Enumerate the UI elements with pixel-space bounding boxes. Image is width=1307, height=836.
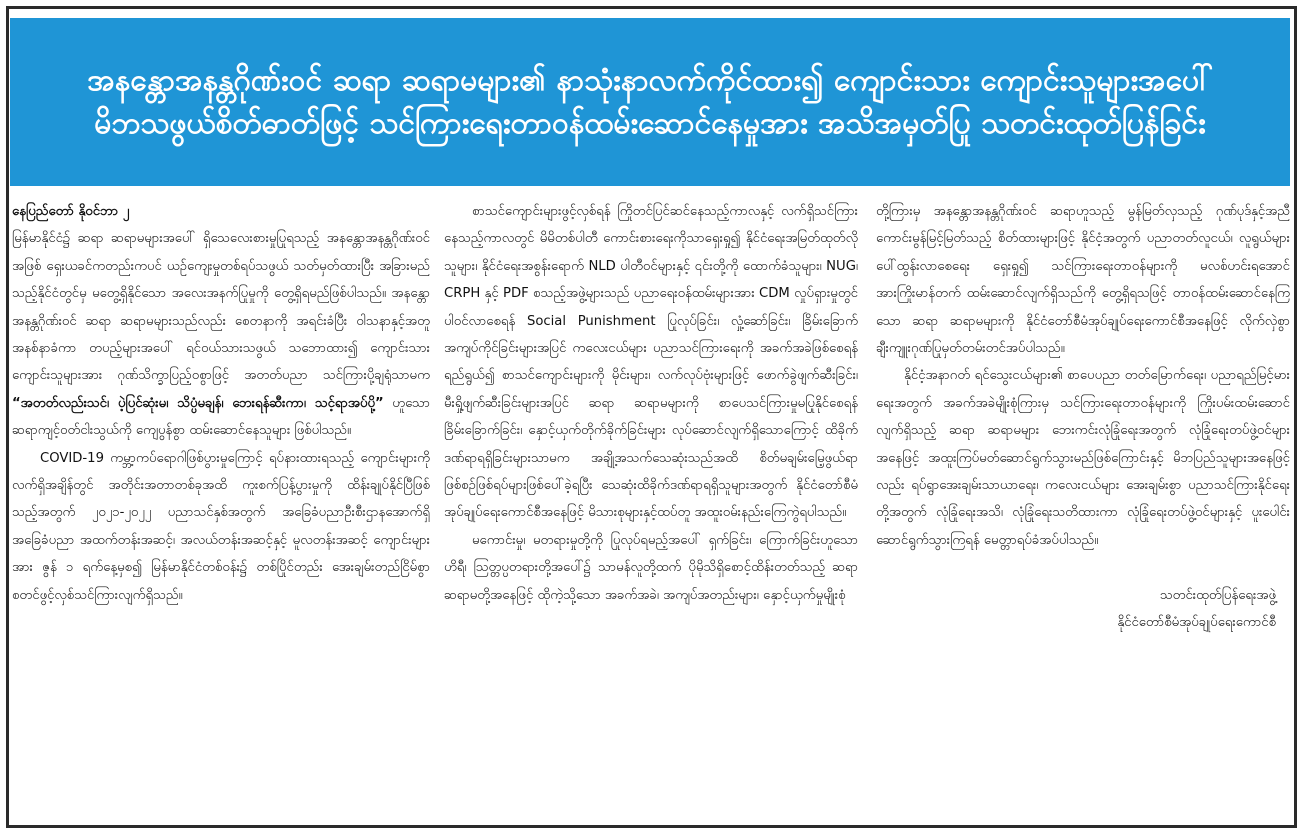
- dateline: နေပြည်တော် နိုဝင်ဘာ ၂: [12, 204, 130, 219]
- col1-paragraph-1-tail: ဟူသော ဆရာကျင့်ဝတ်ငါးသွယ်ကို ကျေပွန်စွာ ထမ်းဆောင်နေသူများ ဖြစ်ပါသည်။: [12, 395, 430, 439]
- col2-paragraph-1: စာသင်ကျောင်းများဖွင့်လှစ်ရန် ကြိုတင်ပြင်ဆင်နေသည့်ကာလနှင့် လက်ရှိသင်ကြားနေသည့်ကာလတွင် မိမိတစ်ပါတီ ကောင်းစားရေးကိုသာရှေးရှု၍ နိုင်ငံရေးအမြတ်ထုတ်လိုသူများ၊ နိုင်ငံရေးအစွန်းရောက် NLD ပါတီဝင်များနှင့် ၎င်းတို့ကို ထောက်ခံသူများ၊ NUG၊ CRPH နှင့် PDF စသည့်အဖွဲ့များသည် ပညာရေးဝန်ထမ်းများအား CDM လှုပ်ရှားမှုတွင် ပါဝင်လာစေရန် Social Punishment ပြုလုပ်ခြင်း၊ လှုံ့ဆော်ခြင်း၊ ခြိမ်းခြောက်အကျပ်ကိုင်ခြင်းများအပြင် ကလေးငယ်များ ပညာသင်ကြားရေးကို အခက်အခဲဖြစ်စေရန် ရည်ရွယ်၍ စာသင်ကျောင်းများကို မိုင်းများ၊ လက်လုပ်ဗုံးများဖြင့် ဖောက်ခွဲဖျက်ဆီးခြင်း၊ မီးရှို့ဖျက်ဆီးခြင်းများအပြင် ဆရာ ဆရာမများကို စာပေသင်ကြားမှုမပြုနိုင်စေရန် ခြိမ်းခြောက်ခြင်း၊ နှောင့်ယှက်တိုက်ခိုက်ခြင်းများ လုပ်ဆောင်လျက်ရှိသောကြောင့် ထိခိုက်ဒဏ်ရာရရှိခြင်းများသာမက အချို့အသက်သေဆုံးသည်အထိ စိတ်မချမ်းမြေ့ဖွယ်ရာ ဖြစ်စဉ်ဖြစ်ရပ်များဖြစ်ပေါ်ခဲ့ရပြီး သေဆုံးထိခိုက်ဒဏ်ရာရရှိသူများအတွက် နိုင်ငံတော်စီမံအုပ်ချုပ်ရေးကောင်စီအနေဖြင့် မိသားစုများနှင့်ထပ်တူ အထူးဝမ်းနည်းကြေကွဲရပါသည်။: [444, 204, 858, 521]
- col1-paragraph-2: COVID-19 ကမ္ဘာ့ကပ်ရောဂါဖြစ်ပွားမှုကြောင့် ရပ်နားထားရသည့် ကျောင်းများကို လက်ရှိအချိန်တွင် အတိုင်းအတာတစ်ခုအထိ ကူးစက်ပြန့်ပွားမှုကို ထိန်းချုပ်နိုင်ပြီဖြစ်သည့်အတွက် ၂၀၂၁-၂၀၂၂ ပညာသင်နှစ်အတွက် အခြေခံပညာဦးစီးဌာနအောက်ရှိ အခြေခံပညာ အထက်တန်းအဆင့်၊ အလယ်တန်းအဆင့်နှင့် မူလတန်းအဆင့် ကျောင်းများအား ဇွန် ၁ ရက်နေ့မှစ၍ မြန်မာနိုင်ငံတစ်ဝန်း၌ တစ်ပြိုင်တည်း အေးချမ်းတည်ငြိမ်စွာ စတင်ဖွင့်လှစ်သင်ကြားလျက်ရှိသည်။: [12, 450, 430, 603]
- col3-paragraph-2: နိုင်ငံ့အနာဂတ် ရင်သွေးငယ်များ၏ စာပေပညာ တတ်မြောက်ရေး၊ ပညာရည်မြင့်မားရေးအတွက် အခက်အခဲမျိုးစုံကြားမှ သင်ကြားရေးတာဝန်များကို ကြိုးပမ်းထမ်းဆောင်လျက်ရှိသည့် ဆရာ ဆရာမများ ဘေးကင်းလုံခြုံရေးအတွက် လုံခြုံရေးတပ်ဖွဲ့ဝင်များအနေဖြင့် အထူးကြပ်မတ်ဆောင်ရွက်သွားမည်ဖြစ်ကြောင်းနှင့် မိဘပြည်သူများအနေဖြင့်လည်း ရပ်ရွာအေးချမ်းသာယာရေး၊ ကလေးငယ်များ အေးချမ်းစွာ ပညာသင်ကြားနိုင်ရေးတို့အတွက် လုံခြုံရေးအသိ၊ လုံခြုံရေးသတိထားကာ လုံခြုံရေးတပ်ဖွဲ့ဝင်များနှင့် ပူးပေါင်းဆောင်ရွက်သွားကြရန် မေတ္တာရပ်ခံအပ်ပါသည်။: [876, 368, 1290, 548]
- column-2: [444, 198, 858, 820]
- col1-paragraph-1-text: မြန်မာနိုင်ငံ၌ ဆရာ ဆရာမများအပေါ် ရှိသေလေးစားမှုပြုရသည့် အနန္တောအနန္တဂိုဏ်းဝင်အဖြစ် ရှေးယခင်ကတည်းကပင် ယဉ်ကျေးမှုတစ်ရပ်သဖွယ် သတ်မှတ်ထားပြီး အခြားမည်သည့်နိုင်ငံတွင်မှ မတွေ့ရှိနိုင်သော အလေးအနက်ပြုမှုကို တွေ့ရှိရမည်ဖြစ်ပါသည်။ အနန္တောအနန္တဂိုဏ်းဝင် ဆရာ ဆရာမများသည်လည်း စေတနာကို အရင်းခံပြီး ဝါသနာနှင့်အတူ အနစ်နာခံကာ တပည့်များအပေါ် ရင်ဝယ်သားသဖွယ် သဘောထား၍ ကျောင်းသား ကျောင်းသူများအား ဂုဏ်သိက္ခာပြည့်ဝစွာဖြင့် အတတ်ပညာ သင်ကြားပို့ချရုံသာမက: [12, 231, 430, 384]
- column-3: [876, 198, 1290, 820]
- headline-line-2: မိဘသဖွယ်စိတ်ဓာတ်ဖြင့် သင်ကြားရေးတာဝန်ထမ်းဆောင်နေမှုအား အသိအမှတ်ပြု သတင်းထုတ်ပြန်ခြင်း: [94, 106, 1206, 141]
- col3-paragraph-1: တို့ကြားမှ အနန္တောအနန္တဂိုဏ်းဝင် ဆရာဟူသည့် မွန်မြတ်လှသည့် ဂုဏ်ပုဒ်နှင့်အညီ ကောင်းမွန်မြင့်မြတ်သည့် စိတ်ထားများဖြင့် နိုင်ငံ့အတွက် ပညာတတ်လူငယ်၊ လူရွယ်များ ပေါ်ထွန်းလာစေရေး ရှေးရှု၍ သင်ကြားရေးတာဝန်များကို မလစ်ဟင်းရအောင် အားကြိုးမာန်တက် ထမ်းဆောင်လျက်ရှိသည်ကို တွေ့ရှိရသဖြင့် တာဝန်ထမ်းဆောင်နေကြသော ဆရာ ဆရာမများကို နိုင်ငံတော်စီမံအုပ်ချုပ်ရေးကောင်စီအနေဖြင့် လိုက်လှဲစွာ ချီးကျူးဂုဏ်ပြုမှတ်တမ်းတင်အပ်ပါသည်။: [876, 204, 1290, 357]
- col2-paragraph-2: မကောင်းမှု၊ မတရားမှုတို့ကို ပြုလုပ်ရမည့်အပေါ် ရှက်ခြင်း၊ ကြောက်ခြင်းဟူသော ဟိရီ၊ ဩတ္တပ္ပတရားတို့အပေါ်၌ သာမန်လူတို့ထက် ပိုမိုသိရှိစောင့်ထိန်းတတ်သည့် ဆရာ ဆရာမတို့အနေဖြင့် ထိုကဲ့သို့သော အခက်အခဲ၊ အကျပ်အတည်းများ၊ နှောင့်ယှက်မှုမျိုးစုံ: [444, 532, 858, 603]
- signature-line-2: နိုင်ငံတော်စီမံအုပ်ချုပ်ရေးကောင်စီ: [1117, 615, 1276, 631]
- column-1: [12, 198, 430, 820]
- signature-block: [876, 582, 1290, 636]
- teacher-code-quote: “အတတ်လည်းသင်၊ ပဲ့ပြင်ဆုံးမ၊ သိပ္ပံမချန်၊ ဘေးရန်ဆီးကာ၊ သင့်ရာအပ်ပို့”: [12, 395, 384, 411]
- headline-line-1: အနန္တောအနန္တဂိုဏ်းဝင် ဆရာ ဆရာမများ၏ နာသုံးနာလက်ကိုင်ထား၍ ကျောင်းသား ကျောင်းသူများအပေါ်: [87, 62, 1213, 98]
- headline-banner: [10, 18, 1290, 186]
- col1-paragraph-1: [12, 225, 430, 444]
- signature-line-1: သတင်းထုတ်ပြန်ရေးအဖွဲ့: [1159, 588, 1276, 604]
